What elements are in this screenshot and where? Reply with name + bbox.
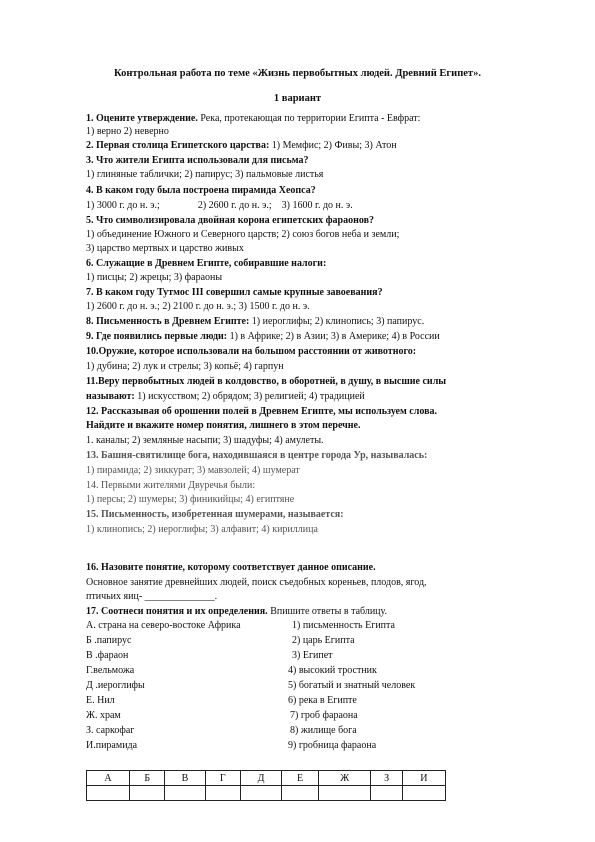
q6-question: 6. Служащие в Древнем Египте, собиравшие налоги: (86, 258, 327, 269)
q12-answers: 1. каналы; 2) земляные насыпи; 3) шадуфы; 4) амулеты. (86, 435, 324, 446)
q1-line (86, 113, 420, 125)
q13-answers: 1) пирамида; 2) зиккурат; 3) мавзолей; 4) шумерат (86, 465, 300, 476)
q13-question: 13. Башня-святилище бога, находившаяся в центре города Ур, называлась: (86, 450, 428, 461)
q2-line: 2. Первая столица Египетского царства: 1) Мемфис; 2) Фивы; 3) Атон (86, 140, 397, 151)
q4-answers: 1) 3000 г. до н. э.; 2) 2600 г. до н. э.; 3) 1600 г. до н. э. (86, 200, 353, 211)
q5-answers-1: 1) объединение Южного и Северного царств; 2) союз богов неба и земли; (86, 229, 400, 240)
q11-line-2: называют: 1) искусством; 2) обрядом; 3) религией; 4) традицией (86, 391, 365, 402)
q16-question: 16. Назовите понятие, которому соответствует данное описание. (86, 562, 376, 573)
q11-question: 11.Веру первобытных людей в колдовство, в оборотней, в душу, в высшие силы (86, 376, 447, 387)
q5-question: 5. Что символизировала двойная корона египетских фараонов? (86, 215, 375, 226)
q1-statement: Река, протекающая по территории Египта - Евфрат: (197, 113, 421, 124)
left-term: Д .иероглифы (86, 680, 145, 691)
right-term: 9) гробница фараона (288, 740, 377, 751)
left-term: З. саркофаг (86, 725, 135, 736)
q14-answers: 1) персы; 2) шумеры; 3) финикийцы; 4) египтяне (86, 494, 295, 505)
answer-table-header-row (87, 771, 446, 786)
left-term: В .фараон (86, 650, 129, 661)
page-title: Контрольная работа по теме «Жизнь первобытных людей. Древний Египет». (114, 68, 481, 79)
left-term: Б .папирус (86, 635, 132, 646)
q15-answers: 1) клинопись; 2) иероглифы; 3) алфавит; 4) кириллица (86, 524, 318, 535)
left-term: Е. Нил (86, 695, 115, 706)
right-term: 7) гроб фараона (290, 710, 358, 721)
answer-cell[interactable] (241, 786, 282, 801)
q17-line: 17. Соотнеси понятия и их определения. Впишите ответы в таблицу. (86, 606, 388, 617)
answer-table-header: Д (241, 771, 282, 786)
right-term: 6) река в Египте (288, 695, 357, 706)
answer-table (86, 770, 446, 801)
variant-label: 1 вариант (273, 93, 322, 104)
q1-question: 1. Оцените утверждение. (86, 113, 198, 124)
answer-table-header: В (165, 771, 205, 786)
answer-table-header: Ж (319, 771, 371, 786)
q7-question: 7. В каком году Тутмос III совершил самые крупные завоевания? (86, 287, 383, 298)
q5-answers-2: 3) царство мертвых и царство живых (86, 243, 244, 254)
right-term: 5) богатый и знатный человек (288, 680, 416, 691)
q16-description-2: птичьих яиц- ______________. (86, 591, 218, 602)
q6-answers: 1) писцы; 2) жрецы; 3) фараоны (86, 272, 223, 283)
right-term: 4) высокий тростник (288, 665, 377, 676)
q3-question: 3. Что жители Египта использовали для письма? (86, 155, 309, 166)
answer-table-header: З (371, 771, 402, 786)
q10-answers: 1) дубина; 2) лук и стрелы; 3) копьё; 4) гарпун (86, 361, 284, 372)
answer-cell[interactable] (371, 786, 402, 801)
answer-cell[interactable] (319, 786, 371, 801)
answer-table-header: А (87, 771, 130, 786)
q4-question: 4. В каком году была построена пирамида Хеопса? (86, 185, 316, 196)
answer-cell[interactable] (282, 786, 319, 801)
answer-cell[interactable] (130, 786, 165, 801)
answer-cell[interactable] (87, 786, 130, 801)
answer-table-header: Г (205, 771, 240, 786)
right-term: 2) царь Египта (292, 635, 355, 646)
right-term: 1) письменность Египта (292, 620, 395, 631)
q15-question: 15. Письменность, изобретенная шумерами, называется: (86, 509, 344, 520)
q9-line: 9. Где появились первые люди: 1) в Африке; 2) в Азии; 3) в Америке; 4) в России (86, 331, 440, 342)
answer-table-input-row (87, 786, 446, 801)
right-term: 8) жилище бога (290, 725, 357, 736)
q7-answers: 1) 2600 г. до н. э.; 2) 2100 г. до н. э.; 3) 1500 г. до н. э. (86, 301, 310, 312)
q1-answers: 1) верно 2) неверно (86, 126, 169, 137)
answer-cell[interactable] (402, 786, 445, 801)
answer-cell[interactable] (205, 786, 240, 801)
q3-answers: 1) глиняные таблички; 2) папирус; 3) пальмовые листья (86, 169, 324, 180)
q14-question: 14. Первыми жителями Двуречья были: (86, 480, 256, 491)
left-term: Ж. храм (86, 710, 121, 721)
q16-description-1: Основное занятие древнейших людей, поиск съедобных кореньев, плодов, ягод, (86, 577, 427, 588)
left-term: Г.вельможа (86, 665, 135, 676)
answer-cell[interactable] (165, 786, 205, 801)
left-term: А. страна на северо-востоке Африка (86, 620, 241, 631)
left-term: И.пирамида (86, 740, 138, 751)
q10-question: 10.Оружие, которое использовали на большом расстоянии от животного: (86, 346, 417, 357)
q8-line: 8. Письменность в Древнем Египте: 1) иероглифы; 2) клинопись; 3) папирус. (86, 316, 425, 327)
q12-question-2: Найдите и вкажите номер понятия, лишнего в этом перечне. (86, 420, 361, 431)
answer-table-header: И (402, 771, 445, 786)
answer-table-header: Б (130, 771, 165, 786)
answer-table-header: Е (282, 771, 319, 786)
q12-question: 12. Рассказывая об орошении полей в Древнем Египте, мы используем слова. (86, 406, 437, 417)
right-term: 3) Египет (292, 650, 333, 661)
